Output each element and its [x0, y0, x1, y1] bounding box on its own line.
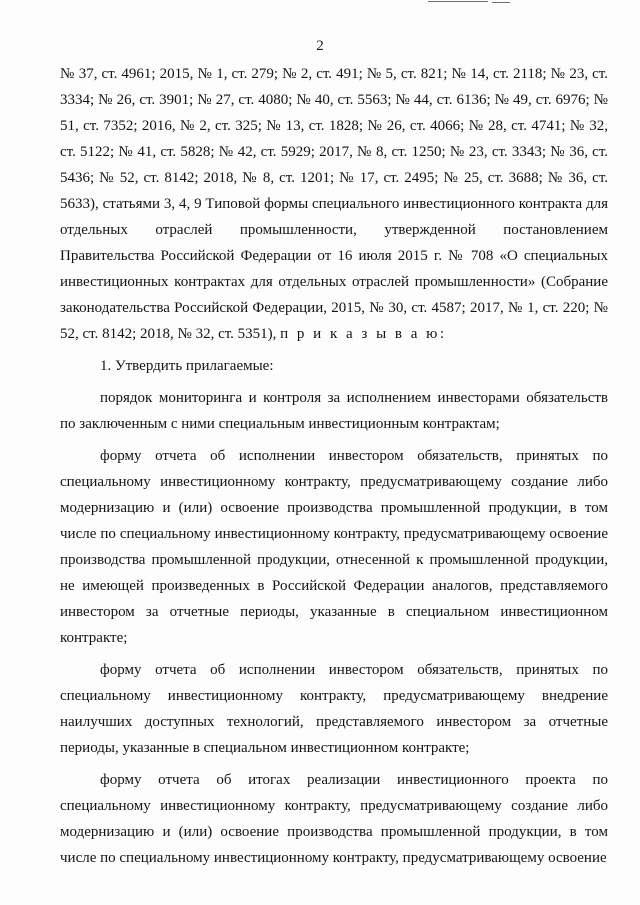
scan-artifact-line: [428, 1, 488, 2]
paragraph-report-form-production: форму отчета об исполнении инвестором обязательств, принятых по специальному инвестиционному контракту, предусматривающему создание либо модернизацию и (или) освоение производства промышленной продукции, в том числе по специальному инвестиционному контракту, предусматривающему освоение производства промышленной продукции, отнесенной к промышленной продукции, не имеющей произведенных в Российской Федерации аналогов, представляемого инвестором за отчетные периоды, указанные в специальном инвестиционном контракте;: [60, 448, 608, 646]
paragraph-report-form-technologies: форму отчета об исполнении инвестором обязательств, принятых по специальному инвестиционному контракту, предусматривающему внедрение наилучших доступных технологий, представляемого инвестором за отчетные периоды, указанные в специальном инвестиционном контракте;: [60, 662, 608, 756]
paragraph-approve: 1. Утвердить прилагаемые:: [100, 358, 274, 374]
paragraph-legal-references: [60, 61, 608, 347]
order-word: п р и к а з ы в а ю:: [280, 326, 447, 342]
paragraph-report-form-results: форму отчета об итогах реализации инвестиционного проекта по специальному инвестиционному контракту, предусматривающему создание либо модернизацию и (или) освоение производства промышленной продукции, в том числе по специальному инвестиционному контракту, предусматривающему освоение: [60, 772, 608, 866]
body-text: [60, 61, 608, 871]
scan-artifact-line: [492, 2, 510, 3]
paragraph-monitoring-procedure: порядок мониторинга и контроля за исполнением инвесторами обязательств по заключенным с ними специальным инвестиционным контрактам;: [60, 390, 608, 432]
page-number: 2: [316, 38, 324, 54]
paragraph-text: № 37, ст. 4961; 2015, № 1, ст. 279; № 2, ст. 491; № 5, ст. 821; № 14, ст. 2118; № 23, ст. 3334; № 26, ст. 3901; № 27, ст. 4080; № 40, ст. 5563; № 44, ст. 6136; № 49, ст. 6976; № 51, ст. 7352; 2016, № 2, ст. 325; № 13, ст. 1828; № 26, ст. 4066; № 28, ст. 4741; № 32, ст. 5122; № 41, ст. 5828; № 42, ст. 5929; 2017, № 8, ст. 1250; № 23, ст. 3343; № 36, ст. 5436; № 52, ст. 8142; 2018, № 8, ст. 1201; № 17, ст. 2495; № 25, ст. 3688; № 36, ст. 5633), статьями 3, 4, 9 Типовой формы специального инвестиционного контракта для отдельных отраслей промышленности, утвержденной постановлением Правительства Российской Федерации от 16 июля 2015 г. № 708 «О специальных инвестиционных контрактах для отдельных отраслей промышленности» (Собрание законодательства Российской Федерации, 2015, № 30, ст. 4587; 2017, № 1, ст. 220; № 52, ст. 8142; 2018, № 32, ст. 5351),: [60, 66, 608, 342]
